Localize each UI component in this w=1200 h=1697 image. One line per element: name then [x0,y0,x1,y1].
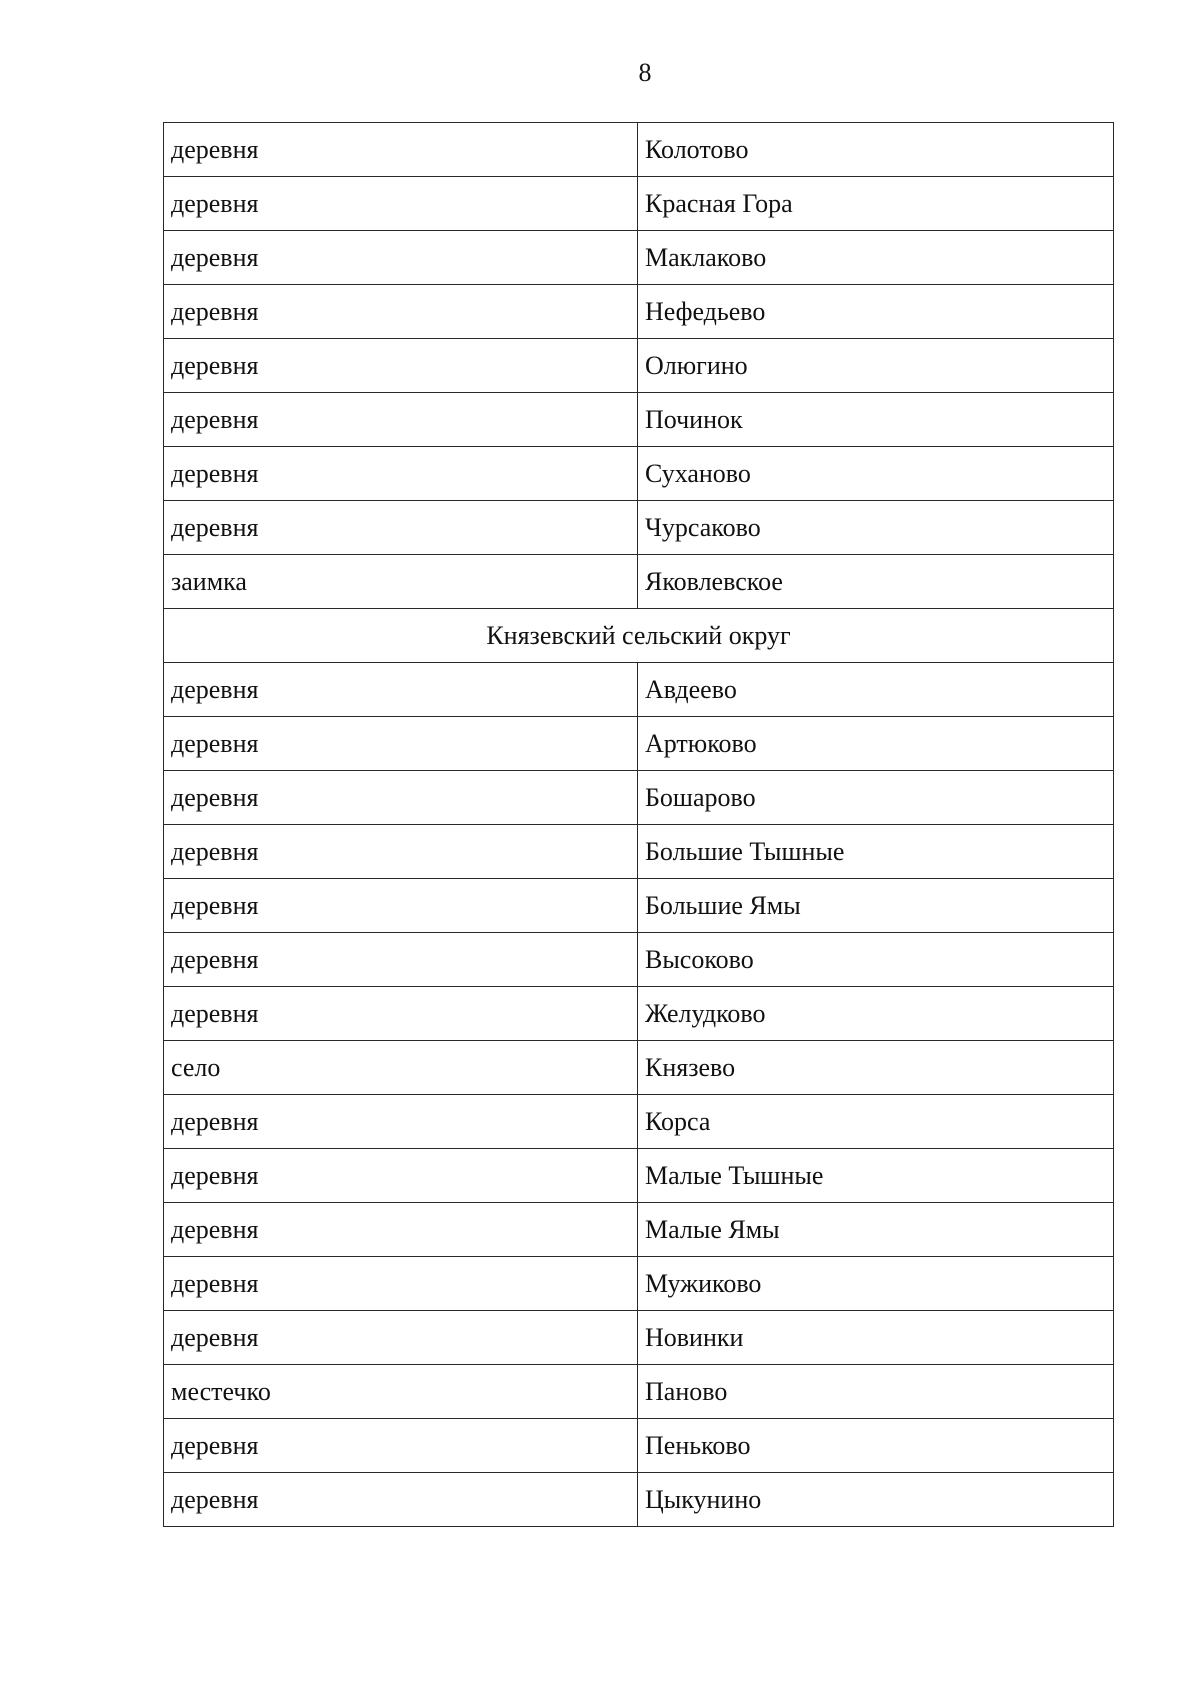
table-row [164,339,1114,393]
settlement-type: деревня [164,123,638,177]
settlement-name: Маклаково [638,231,1114,285]
settlement-name: Авдеево [638,663,1114,717]
settlement-type: деревня [164,447,638,501]
settlement-type: деревня [164,177,638,231]
settlement-type: заимка [164,555,638,609]
table-row [164,879,1114,933]
table-row [164,1365,1114,1419]
table-row [164,123,1114,177]
settlement-name: Мужиково [638,1257,1114,1311]
settlement-type: деревня [164,663,638,717]
table-row [164,1419,1114,1473]
table-row [164,987,1114,1041]
table-row [164,663,1114,717]
settlement-name: Артюково [638,717,1114,771]
settlement-name: Нефедьево [638,285,1114,339]
settlement-name: Новинки [638,1311,1114,1365]
settlements-table [163,122,1114,1527]
table-row [164,1311,1114,1365]
table-row [164,1203,1114,1257]
settlement-type: деревня [164,825,638,879]
settlement-type: деревня [164,771,638,825]
settlement-name: Большие Ямы [638,879,1114,933]
settlement-type: деревня [164,393,638,447]
settlement-name: Князево [638,1041,1114,1095]
table-row [164,447,1114,501]
settlement-type: деревня [164,339,638,393]
settlement-name: Малые Тышные [638,1149,1114,1203]
settlement-name: Пеньково [638,1419,1114,1473]
settlement-type: деревня [164,717,638,771]
table-row [164,1473,1114,1527]
settlement-name: Большие Тышные [638,825,1114,879]
settlements-table-body [164,123,1114,1527]
settlement-type: деревня [164,879,638,933]
table-row [164,1149,1114,1203]
table-row [164,1095,1114,1149]
section-row [164,609,1114,663]
table-row [164,555,1114,609]
settlement-type: деревня [164,1203,638,1257]
settlement-name: Олюгино [638,339,1114,393]
settlement-type: деревня [164,1257,638,1311]
settlement-type: деревня [164,1149,638,1203]
settlement-name: Яковлевское [638,555,1114,609]
table-row [164,177,1114,231]
settlement-name: Малые Ямы [638,1203,1114,1257]
table-row [164,1257,1114,1311]
settlement-type: местечко [164,1365,638,1419]
settlement-type: деревня [164,285,638,339]
table-row [164,771,1114,825]
settlement-type: деревня [164,231,638,285]
settlement-type: деревня [164,501,638,555]
settlement-name: Цыкунино [638,1473,1114,1527]
settlement-type: деревня [164,987,638,1041]
settlement-name: Суханово [638,447,1114,501]
settlement-type: деревня [164,1311,638,1365]
settlement-name: Корса [638,1095,1114,1149]
settlement-name: Высоково [638,933,1114,987]
settlement-name: Починок [638,393,1114,447]
table-row [164,933,1114,987]
table-row [164,231,1114,285]
settlement-name: Чурсаково [638,501,1114,555]
settlement-type: деревня [164,933,638,987]
settlement-type: деревня [164,1473,638,1527]
page-number: 8 [638,58,652,87]
settlement-type: село [164,1041,638,1095]
settlement-name: Желудково [638,987,1114,1041]
settlement-name: Бошарово [638,771,1114,825]
table-row [164,501,1114,555]
settlement-name: Колотово [638,123,1114,177]
settlement-type: деревня [164,1419,638,1473]
settlement-name: Паново [638,1365,1114,1419]
section-heading: Князевский сельский округ [164,609,1114,663]
settlement-name: Красная Гора [638,177,1114,231]
table-row [164,717,1114,771]
settlement-type: деревня [164,1095,638,1149]
table-row [164,825,1114,879]
table-row [164,1041,1114,1095]
table-row [164,285,1114,339]
table-row [164,393,1114,447]
